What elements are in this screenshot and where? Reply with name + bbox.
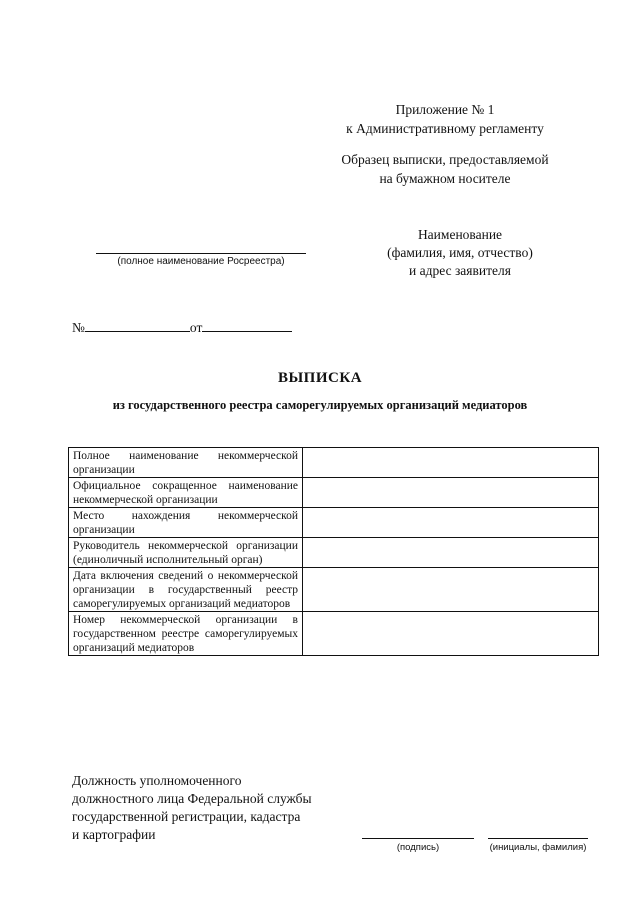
number-date-row: [72, 318, 292, 336]
row-value: [303, 568, 599, 612]
table-row: [69, 538, 599, 568]
rosreestr-caption: (полное наименование Росреестра): [117, 256, 285, 267]
appendix-line-1: Приложение № 1: [395, 102, 495, 117]
number-blank: [85, 318, 190, 332]
row-value: [303, 612, 599, 656]
signature-caption: (подпись): [396, 842, 440, 853]
table-row: [69, 568, 599, 612]
row-label: Полное наименование некоммерческой организации: [69, 448, 303, 478]
table-row: [69, 448, 599, 478]
rosreestr-name-line: [96, 253, 306, 254]
date-prefix: от: [189, 320, 203, 335]
number-prefix: №: [72, 320, 85, 335]
row-value: [303, 508, 599, 538]
row-value: [303, 478, 599, 508]
date-blank: [202, 318, 292, 332]
applicant-line-1: Наименование: [417, 227, 503, 242]
row-value: [303, 538, 599, 568]
sample-note: [330, 150, 560, 188]
official-position: [72, 772, 362, 844]
position-line-2: должностного лица Федеральной службы: [72, 791, 312, 806]
signature-field: [362, 838, 474, 853]
row-label: Номер некоммерческой организации в государственном реестре саморегулируемых организаций медиаторов: [69, 612, 303, 656]
row-label: Место нахождения некоммерческой организации: [69, 508, 303, 538]
applicant-block: [360, 226, 560, 280]
sample-line-1: Образец выписки, предоставляемой: [341, 152, 549, 167]
document-title: ВЫПИСКА: [277, 370, 363, 386]
signature-line: [362, 838, 474, 839]
sample-line-2: на бумажном носителе: [379, 171, 511, 186]
position-line-3: государственной регистрации, кадастра: [72, 809, 301, 824]
registry-table: [68, 447, 599, 656]
initials-field: [488, 838, 588, 853]
table-row: [69, 478, 599, 508]
table-row: [69, 612, 599, 656]
row-label: Дата включения сведений о некоммерческой организации в государственный реестр саморегулируемых организаций медиаторов: [69, 568, 303, 612]
document-subtitle: из государственного реестра саморегулируемых организаций медиаторов: [112, 398, 528, 412]
appendix-reference: [330, 100, 560, 138]
applicant-line-2: (фамилия, имя, отчество): [387, 245, 533, 260]
row-label: Официальное сокращенное наименование некоммерческой организации: [69, 478, 303, 508]
applicant-line-3: и адрес заявителя: [409, 263, 511, 278]
appendix-line-2: к Административному регламенту: [346, 121, 544, 136]
row-label: Руководитель некоммерческой организации (единоличный исполнительный орган): [69, 538, 303, 568]
position-line-4: и картографии: [72, 827, 156, 842]
table-row: [69, 508, 599, 538]
initials-line: [488, 838, 588, 839]
row-value: [303, 448, 599, 478]
position-line-1: Должность уполномоченного: [72, 773, 242, 788]
initials-caption: (инициалы, фамилия): [489, 842, 587, 853]
